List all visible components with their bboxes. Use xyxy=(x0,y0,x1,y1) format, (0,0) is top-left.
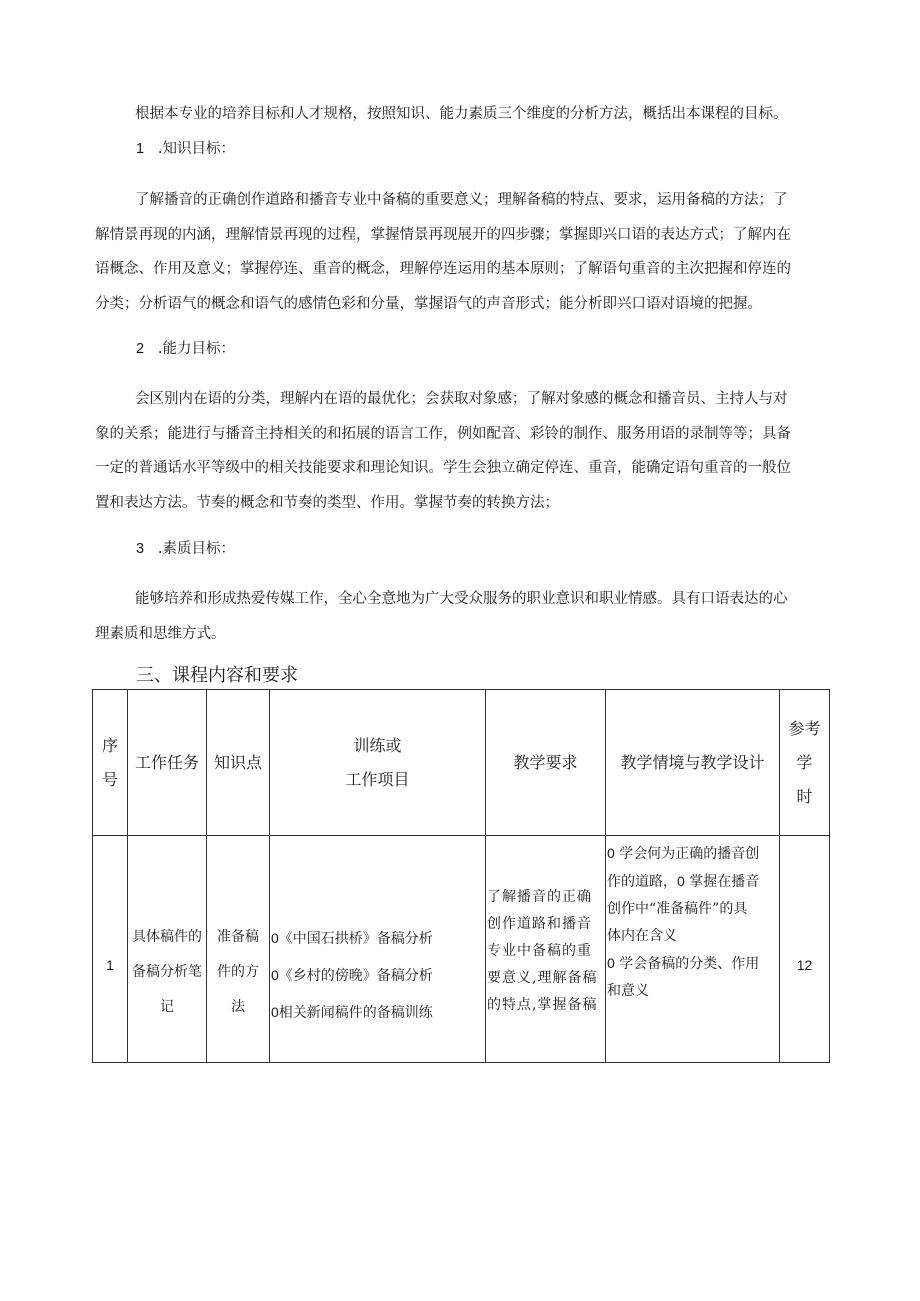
header-project-line: 训练或 xyxy=(353,735,402,755)
header-project xyxy=(270,690,486,836)
project-text: 《中国石拱桥》备稿分析 xyxy=(278,931,433,947)
header-seq xyxy=(93,690,128,836)
design-line: 作的道路，0 掌握在播音 xyxy=(607,873,760,890)
requirement-line: 专业中备稿的重 xyxy=(487,943,592,959)
bullet-icon: 0 xyxy=(607,955,615,971)
cell-design xyxy=(606,836,780,1063)
knowledge-heading-text: .知识目标： xyxy=(157,141,236,157)
header-design: 教学情境与教学设计 xyxy=(606,690,780,836)
bullet-icon: 0 xyxy=(677,873,685,889)
ability-line: 会区别内在语的分类，理解内在语的最优化；会获取对象感；了解对象感的概念和播音员、主持人与对 xyxy=(135,391,788,407)
ability-heading xyxy=(136,339,235,359)
quality-paragraph xyxy=(95,582,835,651)
ability-line: 象的关系；能进行与播音主持相关的和拓展的语言工作，例如配音、彩铃的制作、服务用语的录制等等；具备 xyxy=(95,425,791,442)
knowledge-heading xyxy=(136,139,235,159)
cell-hours xyxy=(780,836,830,1063)
ability-heading-text: .能力目标： xyxy=(157,341,236,357)
design-line: 0 学会何为正确的播音创 xyxy=(607,845,760,862)
header-hours-line: 学 xyxy=(796,752,813,772)
quality-heading-text: .素质目标： xyxy=(157,541,236,557)
cell-projects xyxy=(270,836,486,1063)
header-seq-line: 序 xyxy=(101,735,118,755)
row-hours: 12 xyxy=(796,957,813,973)
cell-requirement xyxy=(486,836,606,1063)
knowledge-line: 语概念、作用及意义；掌握停连、重音的概念，理解停连运用的基本原则；了解语句重音的主次把握和停连的 xyxy=(95,261,791,277)
bullet-icon: 0 xyxy=(271,930,279,946)
project-item xyxy=(271,994,485,1031)
header-requirement: 教学要求 xyxy=(486,690,606,836)
cell-seq xyxy=(93,836,128,1063)
design-line: 创作中“准备稿件”的具 xyxy=(607,901,748,917)
intro-text: 根据本专业的培养目标和人才规格，按照知识、能力素质三个维度的分析方法，概括出本课程的目标。 xyxy=(135,106,788,122)
header-hours-line: 参考 xyxy=(788,718,821,738)
ability-line: 一定的普通话水平等级中的相关技能要求和理论知识。学生会独立确定停连、重音，能确定语句重音的一般位 xyxy=(95,460,791,476)
knowledge-point-line: 法 xyxy=(231,999,245,1015)
section-title: 三、课程内容和要求 xyxy=(136,665,298,686)
ability-number: 2 xyxy=(136,341,145,357)
table-header-row xyxy=(93,690,830,836)
task-line: 备稿分析笔 xyxy=(132,964,202,980)
header-seq-line: 号 xyxy=(101,769,118,789)
knowledge-paragraph xyxy=(95,183,835,321)
knowledge-point-line: 件的方 xyxy=(217,964,259,980)
bullet-icon: 0 xyxy=(607,845,615,861)
header-hours xyxy=(780,690,830,836)
project-text: 相关新闻稿件的备稿训练 xyxy=(278,1005,433,1021)
task-line: 具体稿件的 xyxy=(132,929,202,945)
header-hours-line: 时 xyxy=(796,786,813,806)
requirement-line: 了解播音的正确 xyxy=(487,889,592,905)
project-item xyxy=(271,957,485,994)
ability-paragraph xyxy=(95,382,835,520)
knowledge-line: 解情景再现的内涵，理解情景再现的过程，掌握情景再现展开的四步骤；掌握即兴口语的表达方式；了解内在 xyxy=(95,226,791,243)
cell-knowledge-point xyxy=(207,836,270,1063)
quality-number: 3 xyxy=(136,541,145,557)
header-task: 工作任务 xyxy=(128,690,207,836)
project-text: 《乡村的傍晚》备稿分析 xyxy=(278,968,433,984)
design-line: 体内在含义 xyxy=(607,928,677,944)
knowledge-line: 分类；分析语气的概念和语气的感情色彩和分量，掌握语气的声音形式；能分析即兴口语对语境的把握。 xyxy=(95,295,762,312)
knowledge-line: 了解播音的正确创作道路和播音专业中备稿的重要意义；理解备稿的特点、要求，运用备稿的方法；了 xyxy=(135,192,788,208)
knowledge-number: 1 xyxy=(136,141,145,157)
bullet-icon: 0 xyxy=(271,1004,279,1020)
requirement-line: 要意义,理解备稿 xyxy=(487,970,598,986)
quality-heading xyxy=(136,539,235,559)
task-line: 记 xyxy=(160,999,174,1015)
course-table xyxy=(92,689,830,1063)
ability-line: 置和表达方法。节奏的概念和节奏的类型、作用。掌握节奏的转换方法； xyxy=(95,494,559,511)
header-project-line: 工作项目 xyxy=(345,769,410,789)
design-line: 0 学会备稿的分类、作用 xyxy=(607,955,760,972)
requirement-line: 的特点,掌握备稿 xyxy=(487,997,598,1013)
knowledge-point-line: 准备稿 xyxy=(217,929,259,945)
design-line: 和意义 xyxy=(607,983,649,999)
row-seq: 1 xyxy=(106,957,114,973)
quality-line: 能够培养和形成热爱传媒工作，全心全意地为广大受众服务的职业意识和职业情感。具有口语表达的心 xyxy=(135,591,788,607)
header-knowledge-point: 知识点 xyxy=(207,690,270,836)
table-row xyxy=(93,836,830,1063)
cell-task xyxy=(128,836,207,1063)
project-item xyxy=(271,920,485,957)
quality-line: 理素质和思维方式。 xyxy=(95,625,226,642)
bullet-icon: 0 xyxy=(271,967,279,983)
requirement-line: 创作道路和播音 xyxy=(487,916,592,932)
